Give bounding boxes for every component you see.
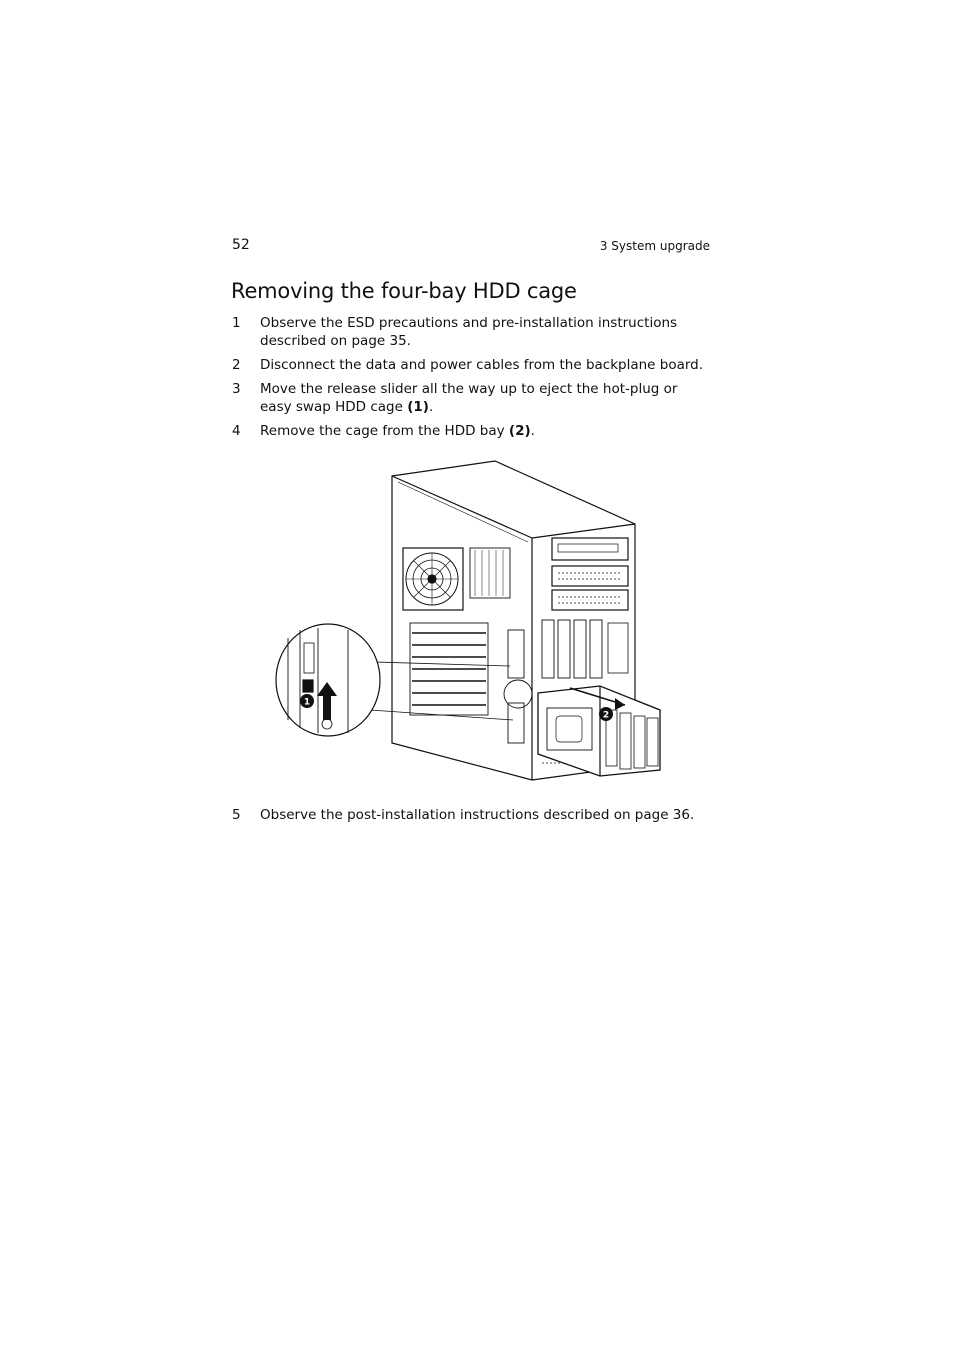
step-number: 2 xyxy=(232,357,241,373)
step-2 xyxy=(232,356,712,374)
step-number: 3 xyxy=(232,381,241,397)
page-number: 52 xyxy=(232,237,250,253)
callout-1: 1 xyxy=(303,697,311,708)
server-chassis-drawing xyxy=(270,458,670,788)
step-text: Disconnect the data and power cables from the backplane board. xyxy=(260,357,704,373)
step-text: Remove the cage from the HDD bay (2). xyxy=(260,423,535,439)
step-text: Observe the post-installation instructions described on page 36. xyxy=(260,807,695,823)
step-number: 5 xyxy=(232,807,241,823)
step-5 xyxy=(232,806,712,824)
chapter-header: 3 System upgrade xyxy=(599,239,710,253)
page-title: Removing the four-bay HDD cage xyxy=(231,279,577,303)
step-text: Observe the ESD precautions and pre-installation instructions described on page 35. xyxy=(260,315,678,349)
callout-2: 2 xyxy=(602,710,610,721)
callout-reference: (2) xyxy=(508,423,531,439)
step-number: 4 xyxy=(232,423,241,439)
step-3 xyxy=(232,380,712,416)
step-text: Move the release slider all the way up to eject the hot-plug or easy swap HDD cage (1). xyxy=(260,381,678,415)
step-4 xyxy=(232,422,712,440)
step-number: 1 xyxy=(232,315,241,331)
step-1 xyxy=(232,314,712,350)
callout-reference: (1) xyxy=(407,399,429,415)
hdd-cage-removal-illustration xyxy=(270,458,670,788)
